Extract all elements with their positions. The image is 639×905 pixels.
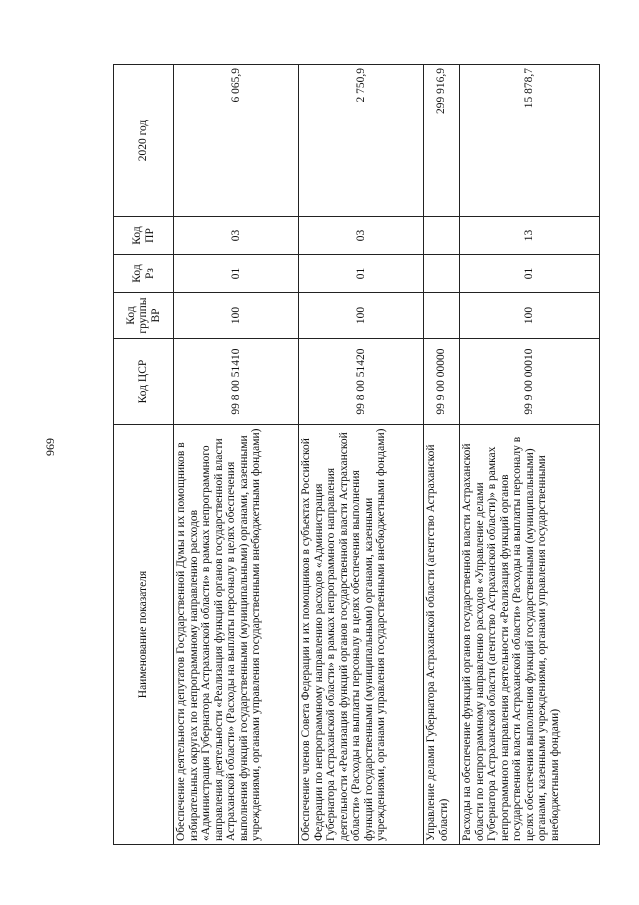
rotated-page [113,65,617,845]
row-name: Управление делами Губернатора Астраханской области (агентство Астраханской области) [424,425,460,845]
header-row [114,65,174,845]
row-pr: 03 [174,217,299,255]
table-row [299,65,424,845]
table-row [460,65,600,845]
budget-table [113,64,600,845]
row-value: 15 878,7 [460,65,600,217]
row-value: 299 916,9 [424,65,460,217]
row-value: 6 065,9 [174,65,299,217]
row-name: Обеспечение членов Совета Федерации и их помощников в субъектах Российской Федерации по непрограммному направлению расходов «Администрация Губернатора Астраханской области» в рамках непрограммного направления деятельности «Реализация функций органов государственной власти Астраханской области» (Расходы на выплаты персоналу в целях обеспечения выполнения функций государственными (муниципальными) органами, казенными учреждениями, органами управления государственными внебюджетными фондами) [299,425,424,845]
row-value: 2 750,9 [299,65,424,217]
row-pr: 03 [299,217,424,255]
table-row [174,65,299,845]
row-csr: 99 9 00 00010 [460,339,600,425]
table-row [424,65,460,845]
header-vr: Код группы ВР [114,293,174,339]
row-vr: 100 [299,293,424,339]
row-vr [424,293,460,339]
row-pr [424,217,460,255]
row-csr: 99 9 00 00000 [424,339,460,425]
row-csr: 99 8 00 51410 [174,339,299,425]
header-rz: Код Рз [114,255,174,293]
page-number: 969 [43,438,57,456]
row-rz [424,255,460,293]
row-name: Обеспечение деятельности депутатов Государственной Думы и их помощников в избирательных округах по непрограммному направлению расходов «Администрация Губернатора Астраханской области» в рамках непрограммного направления деятельности «Реализация функций органов государственной власти Астраханской области» (Расходы на выплаты персоналу в целях обеспечения выполнения функций государственными (муниципальными) органами, казенными учреждениями, органами управления государственными внебюджетными фондами) [174,425,299,845]
row-vr: 100 [174,293,299,339]
header-csr: Код ЦСР [114,339,174,425]
header-pr: Код ПР [114,217,174,255]
row-rz: 01 [174,255,299,293]
row-name: Расходы на обеспечение функций органов государственной власти Астраханской области по непрограммному направлению расходов «Управление делами Губернатора Астраханской области (агентство Астраханской области)» в рамках непрограммного направления деятельности «Реализация функций органов государственной власти Астраханской области» (Расходы на выплаты персоналу в целях обеспечения выполнения функций государственными (муниципальными) органами, казенными учреждениями, органами управления государственными внебюджетными фондами) [460,425,600,845]
header-year: 2020 год [114,65,174,217]
row-pr: 13 [460,217,600,255]
row-vr: 100 [460,293,600,339]
row-rz: 01 [460,255,600,293]
header-name: Наименование показателя [114,425,174,845]
row-rz: 01 [299,255,424,293]
row-csr: 99 8 00 51420 [299,339,424,425]
